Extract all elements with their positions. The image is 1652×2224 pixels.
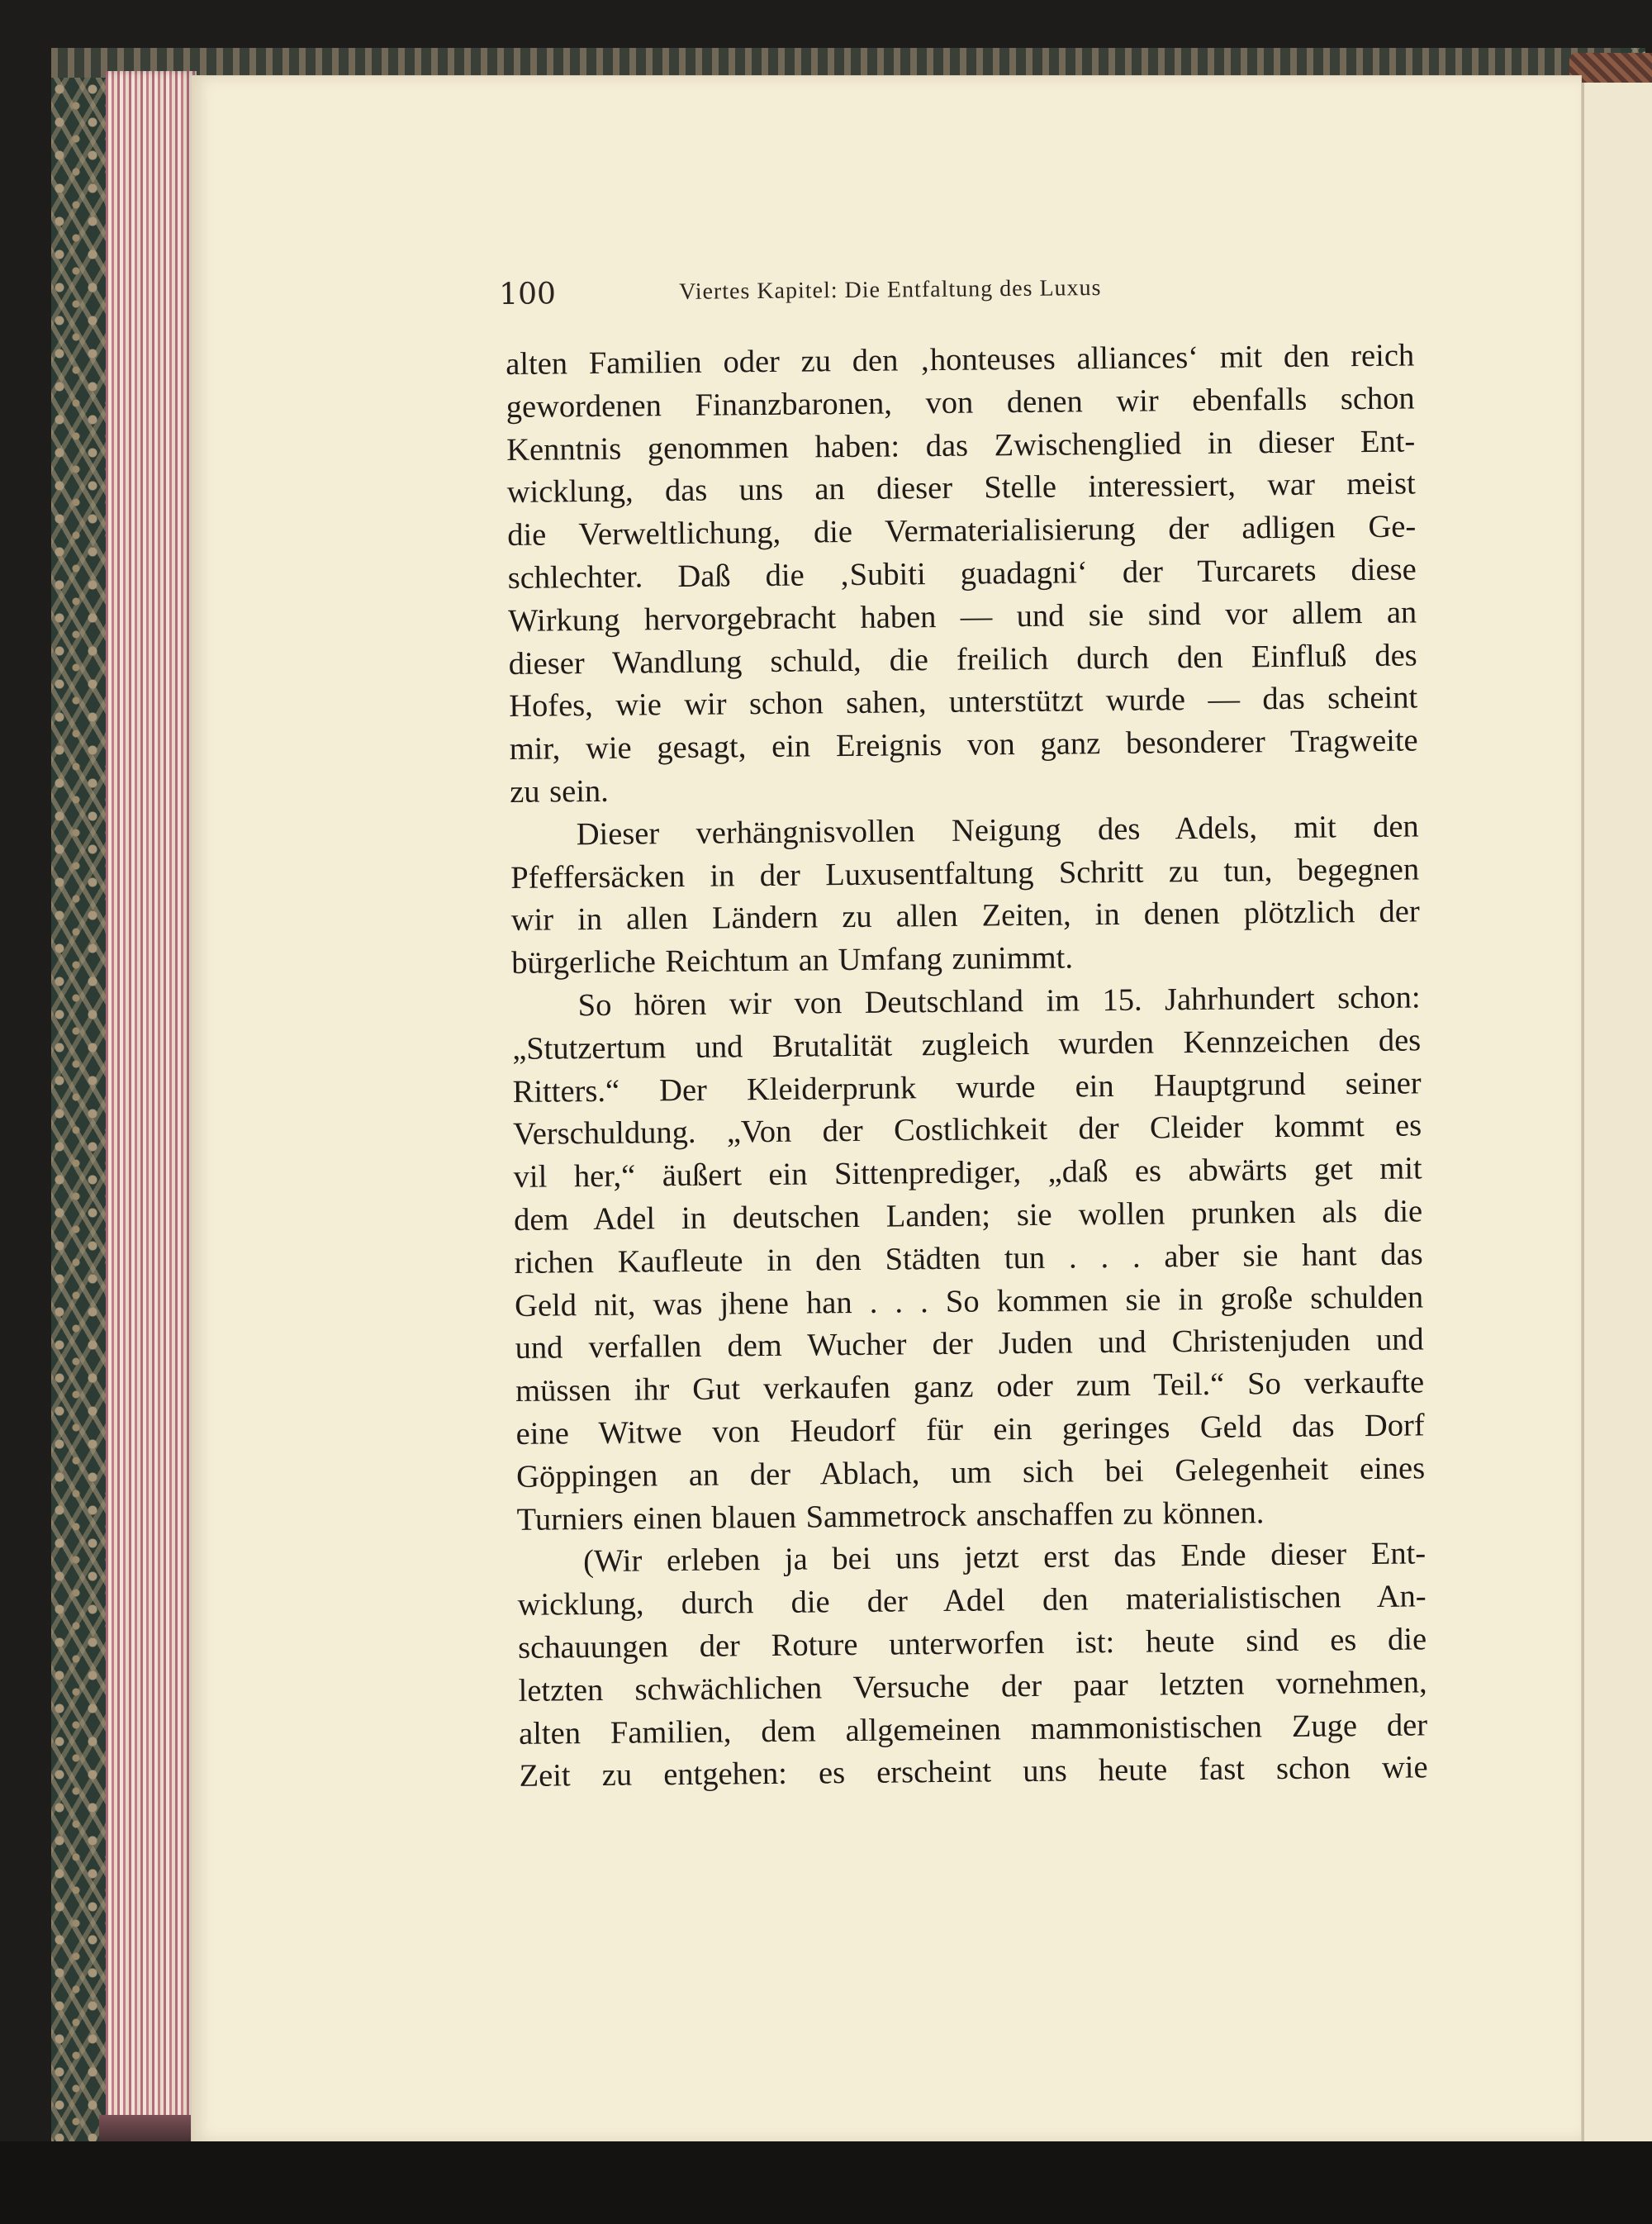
facing-page-edge (1581, 83, 1652, 2141)
text-line: müssen ihr Gut verkaufen ganz oder zum Teil.“ So verkaufte (515, 1365, 1425, 1409)
text-line: So hören wir von Deutschland im 15. Jahrhundert schon: (577, 980, 1421, 1024)
text-line: schlechter. Daß die ‚Subiti guadagni‘ der Turcarets diese (507, 552, 1417, 596)
text-line: schauungen der Roture unterworfen ist: heute sind es die (517, 1622, 1427, 1666)
text-line: eine Witwe von Heudorf für ein geringes Geld das Dorf (515, 1408, 1425, 1452)
headband (1569, 53, 1652, 86)
text-line: alten Familien, dem allgemeinen mammonistischen Zuge der (518, 1707, 1428, 1751)
text-line: und verfallen dem Wucher der Juden und Christenjuden und (515, 1322, 1424, 1366)
text-line: gewordenen Finanzbaronen, von denen wir ebenfalls schon (506, 381, 1415, 425)
text-line: Zeit zu entgehen: es erscheint uns heute fast schon wie (519, 1750, 1428, 1794)
text-line: Wirkung hervorgebracht haben — und sie sind vor allem an (508, 595, 1417, 639)
text-line: alten Familien oder zu den ‚honteuses alliances‘ mit den reich (506, 338, 1415, 382)
text-line: Ritters.“ Der Kleiderprunk wurde ein Hauptgrund seiner (512, 1065, 1422, 1110)
text-line: (Wir erleben ja bei uns jetzt erst das Ende dieser Ent- (582, 1536, 1427, 1580)
text-line: dieser Wandlung schuld, die freilich durch den Einfluß des (508, 638, 1417, 682)
text-line: Göppingen an der Ablach, um sich bei Gelegenheit eines (515, 1451, 1426, 1495)
running-head (499, 267, 1416, 317)
text-line: Kenntnis genommen haben: das Zwischenglied in dieser Ent- (506, 424, 1416, 468)
text-line: mir, wie gesagt, ein Ereignis von ganz besonderer Tragweite (509, 723, 1418, 767)
page-edges (106, 71, 197, 2143)
text-line: die Verweltlichung, die Vermaterialisierung der adligen Ge- (507, 509, 1417, 554)
book-cover-top-edge (51, 48, 1621, 78)
text-line: Verschuldung. „Von der Costlichkeit der Cleider kommt es (512, 1108, 1422, 1152)
text-line: bürgerliche Reichtum an Umfang zunimmt. (510, 940, 1074, 981)
text-line: zu sein. (510, 773, 610, 810)
text-line: Turniers einen blauen Sammetrock anschaffen zu können. (516, 1495, 1265, 1537)
text-line: wicklung, durch die der Adel den materialistischen An- (517, 1579, 1427, 1623)
text-line: wicklung, das uns an dieser Stelle interessiert, war meist (506, 466, 1416, 511)
text-line: richen Kaufleute in den Städten tun . . . aber sie hant das (514, 1237, 1423, 1281)
text-line: wir in allen Ländern zu allen Zeiten, in denen plötzlich der (510, 894, 1420, 939)
text-line: Pfeffersäcken in der Luxusentfaltung Schritt zu tun, begegnen (510, 851, 1420, 896)
text-line: Geld nit, was jhene han . . . So kommen sie in große schulden (514, 1279, 1424, 1323)
text-line: Dieser verhängnisvollen Neigung des Adels, mit den (576, 809, 1419, 852)
text-line: Hofes, wie wir schon sahen, unterstützt wurde — das scheint (509, 680, 1418, 725)
text-line: dem Adel in deutschen Landen; sie wollen prunken als die (513, 1194, 1423, 1238)
page-number: 100 (499, 277, 557, 311)
text-line: „Stutzertum und Brutalität zugleich wurden Kennzeichen des (511, 1023, 1422, 1067)
body-text (506, 335, 1428, 1799)
text-line: vil her,“ äußert ein Sittenprediger, „daß es abwärts get mit (513, 1151, 1422, 1195)
text-line: letzten schwächlichen Versuche der paar letzten vornehmen, (518, 1665, 1427, 1708)
chapter-title: Viertes Kapitel: Die Entfaltung des Luxus (679, 274, 1102, 305)
background-shadow (0, 2141, 1652, 2224)
